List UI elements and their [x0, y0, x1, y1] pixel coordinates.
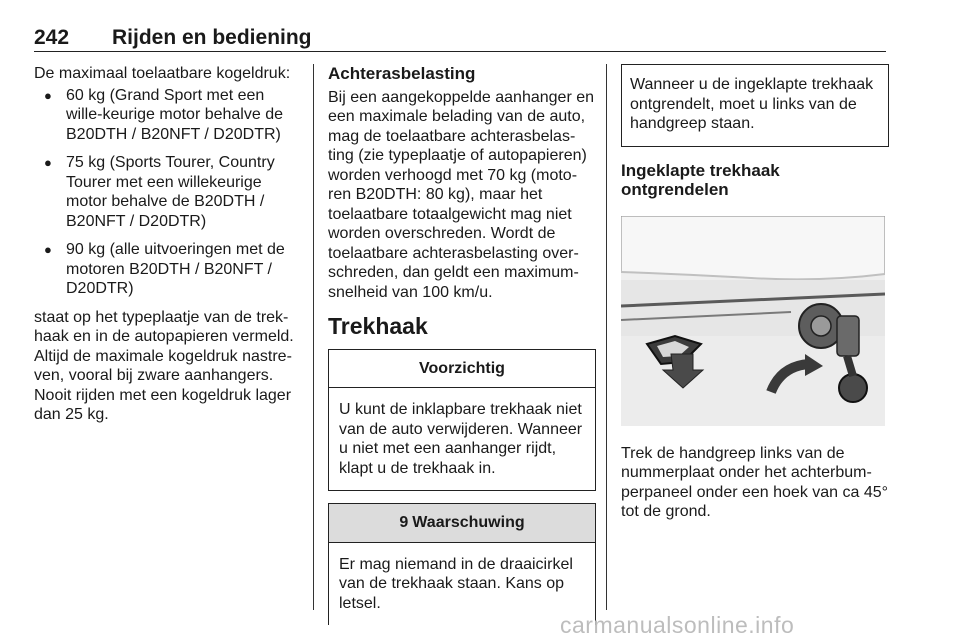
section-title: Trekhaak — [328, 313, 428, 339]
page-number: 242 — [34, 26, 70, 49]
column-middle — [328, 64, 596, 625]
outro-paragraph: staat op het typeplaatje van de trek-haak en in de autopapieren vermeld. Altijd de maximale kogeldruk nastre-ven, vooral bij zware aanhangers. Nooit rijden met een kogeldruk lager dan 25 kg. — [34, 308, 294, 423]
running-title: Rijden en bediening — [112, 26, 312, 49]
list-item: ● 75 kg (Sports Tourer, Country Tourer met een willekeurige motor behalve de B20DTH / B20NFT / D20DTR) — [34, 153, 302, 231]
subheading-ontgrendelen: Ingeklapte trekhaak ontgrendelen — [621, 160, 780, 199]
intro-paragraph: De maximaal toelaatbare kogeldruk: — [34, 65, 291, 82]
column-left — [34, 64, 302, 425]
caution-box — [328, 349, 596, 492]
column-divider — [313, 64, 314, 610]
warning-box — [328, 503, 596, 625]
column-divider — [606, 64, 607, 610]
page-header — [34, 26, 886, 52]
caution-body: U kunt de inklapbare trekhaak niet van de auto verwijderen. Wanneer u niet met een aanhanger rijdt, klapt u de trekhaak in. — [339, 401, 583, 477]
warning-title: Waarschuwing — [412, 514, 525, 531]
watermark: carmanualsonline.info — [560, 612, 795, 638]
subheading-achterasbelasting: Achterasbelasting — [328, 64, 476, 83]
info-box: Wanneer u de ingeklapte trekhaak ontgrendelt, moet u links van de handgreep staan. — [621, 64, 889, 147]
instruction-paragraph: Trek de handgreep links van de nummerplaat onder het achterbum-perpaneel onder een hoek van ca 45° tot de grond. — [621, 444, 889, 520]
warning-triangle-icon: 9 — [399, 514, 409, 531]
body-paragraph: Bij een aangekoppelde aanhanger en een maximale belading van de auto, mag de toelaatbare achterasbelas-ting (zie typeplaatje of autopapieren) worden verhoogd met 70 kg (moto-ren B20DTH: 80 kg), maar het toelaatbare totaalgewicht mag niet worden overschreden. Wordt de toelaatbare achterasbelasting over-schreden, dan geldt een maximum-snelheid van 100 km/u. — [328, 88, 595, 301]
list-item: ● 90 kg (alle uitvoeringen met de motoren B20DTH / B20NFT / D20DTR) — [34, 240, 302, 299]
list-item: ● 60 kg (Grand Sport met een wille-keurige motor behalve de B20DTH / B20NFT / D20DTR) — [34, 86, 302, 145]
bullet-list — [34, 86, 302, 299]
caution-title: Voorzichtig — [329, 350, 595, 389]
warning-header — [329, 504, 595, 543]
column-right — [621, 64, 889, 522]
warning-body: Er mag niemand in de draaicirkel van de trekhaak staan. Kans op letsel. — [339, 555, 573, 612]
towbar-handle-illustration — [621, 216, 885, 426]
